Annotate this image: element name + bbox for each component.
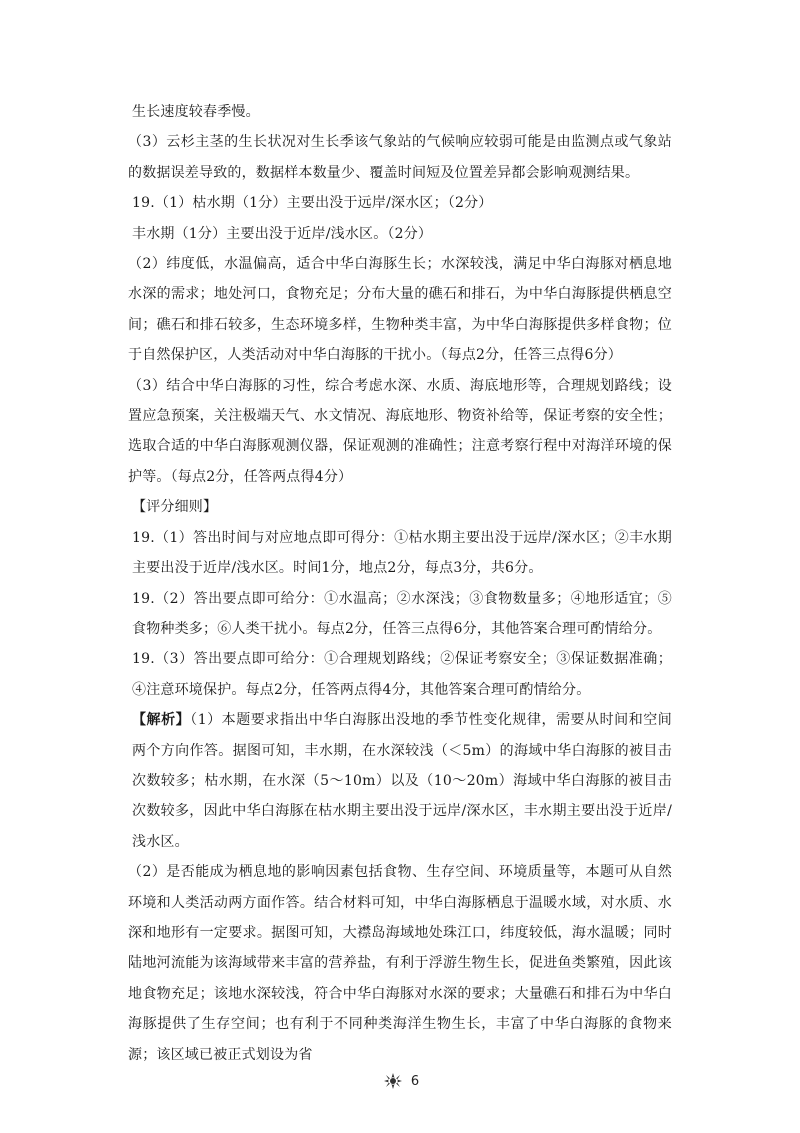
scoring-rules-heading: 【评分细则】 xyxy=(132,499,218,516)
analysis-label: 【解析】 xyxy=(132,712,191,729)
analysis-paragraph-1 xyxy=(132,705,672,857)
paragraph-q19-1-dry: 19.（1）枯水期（1分）主要出没于远岸/深水区；（2分） xyxy=(132,195,493,212)
analysis-text-1: （1）本题要求指出中华白海豚出没地的季节性变化规律，需要从时间和空间两个方向作答。据图可知，丰水期，在水深较浅（＜5m）的海域中华白海豚的被目击次数较多；枯水期，在水深（5～10m）以及（10～20m）海域中华白海豚的被目击次数较多，因此中华白海豚在枯水期主要出没于远岸/深水区，丰水期主要出没于近岸/浅水区。 xyxy=(132,712,672,850)
publisher-logo-icon xyxy=(381,1072,405,1090)
paragraph-q19-1-wet: 丰水期（1分）主要出没于近岸/浅水区。（2分） xyxy=(132,225,433,242)
answer-content xyxy=(128,97,672,1070)
scoring-rule-19-3: 19.（3）答出要点即可给分：①合理规划路线；②保证考察安全；③保证数据准确；④注意环境保护。每点2分，任答两点得4分，其他答案合理可酌情给分。 xyxy=(132,651,672,698)
paragraph-q19-2: （2）纬度低，水温偏高，适合中华白海豚生长；水深较浅，满足中华白海豚对栖息地水深的需求；地处河口，食物充足；分布大量的礁石和排石，为中华白海豚提供栖息空间；礁石和排石较多，生态环境多样，生物种类丰富，为中华白海豚提供多样食物；位于自然保护区，人类活动对中华白海豚的干扰小。（每点2分，任答三点得6分） xyxy=(128,256,672,364)
paragraph-q19-3: （3）结合中华白海豚的习性，综合考虑水深、水质、海底地形等，合理规划路线；设置应急预案，关注极端天气、水文情况、海底地形、物资补给等，保证考察的安全性；选取合适的中华白海豚观测仪器，保证观测的准确性；注意考察行程中对海洋环境的保护等。（每点2分，任答两点得4分） xyxy=(128,377,672,485)
paragraph-q18-3: （3）云杉主茎的生长状况对生长季该气象站的气候响应较弱可能是由监测点或气象站的数据误差导致的，数据样本数量少、覆盖时间短及位置差异都会影响观测结果。 xyxy=(128,134,672,181)
page-number: 6 xyxy=(410,1073,420,1089)
analysis-paragraph-2: （2）是否能成为栖息地的影响因素包括食物、生存空间、环境质量等，本题可从自然环境和人类活动两方面作答。结合材料可知，中华白海豚栖息于温暖水域，对水质、水深和地形有一定要求。据图可知，大襟岛海域地处珠江口，纬度较低，海水温暖；同时陆地河流能为该海域带来丰富的营养盐，有利于浮游生物生长，促进鱼类繁殖，因此该地食物充足；该地水深较浅，符合中华白海豚对水深的要求；大量礁石和排石为中华白海豚提供了生存空间；也有利于不同种类海洋生物生长，丰富了中华白海豚的食物来源；该区域已被正式划设为省 xyxy=(128,864,672,1063)
scoring-rule-19-2: 19.（2）答出要点即可给分：①水温高；②水深浅；③食物数量多；④地形适宜；⑤食物种类多；⑥人类干扰小。每点2分，任答三点得6分，其他答案合理可酌情给分。 xyxy=(132,590,672,637)
paragraph-continuation: 生长速度较春季慢。 xyxy=(132,104,260,120)
page-footer xyxy=(0,1072,800,1090)
scoring-rule-19-1: 19.（1）答出时间与对应地点即可得分：①枯水期主要出没于远岸/深水区；②丰水期主要出没于近岸/浅水区。时间1分，地点2分，每点3分，共6分。 xyxy=(132,529,672,577)
